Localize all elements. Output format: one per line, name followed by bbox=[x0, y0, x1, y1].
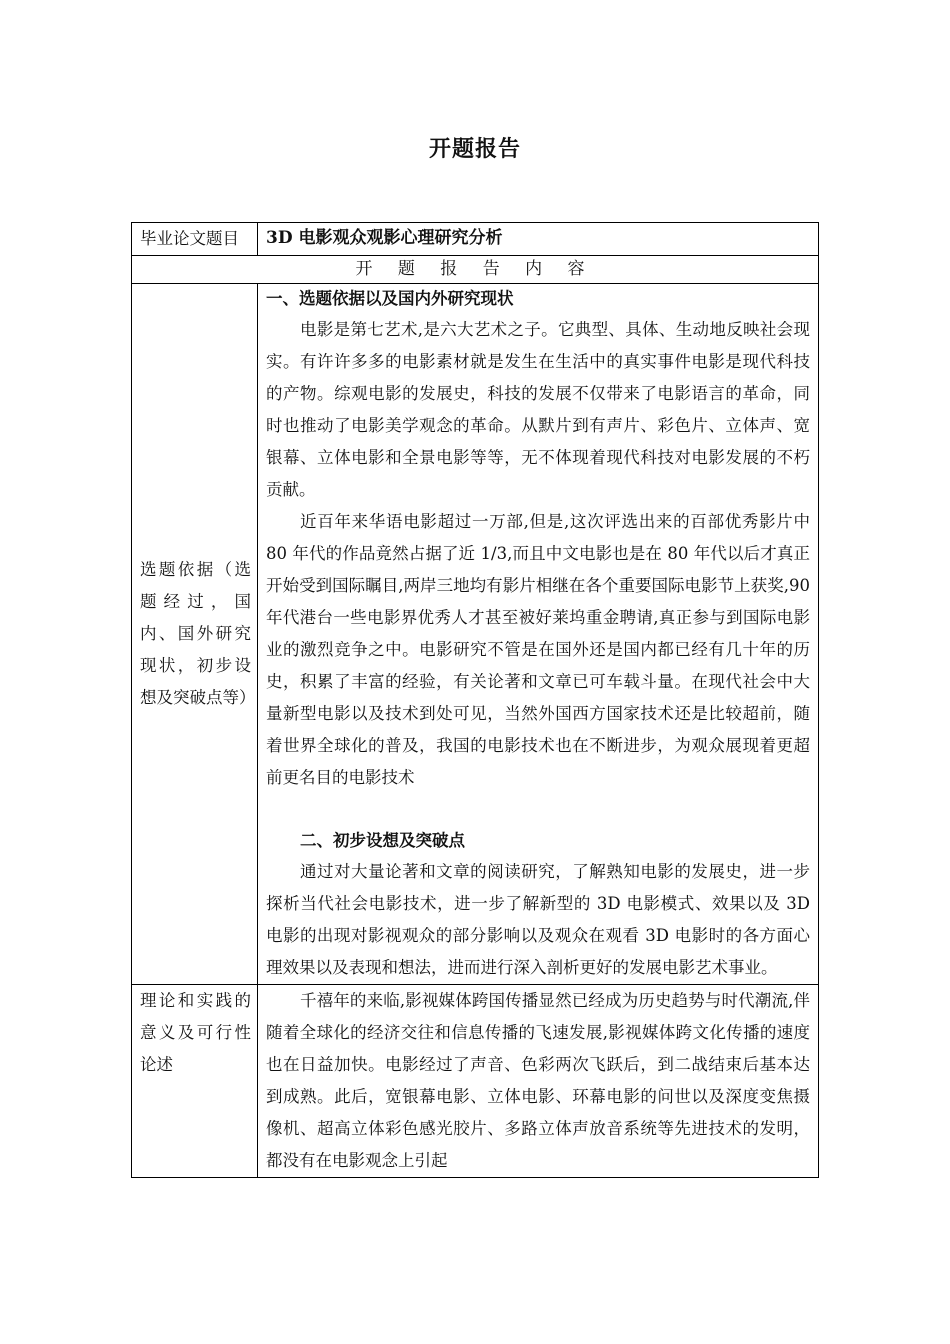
paragraph: 电影是第七艺术,是六大艺术之子。它典型、具体、生动地反映社会现实。有许许多多的电影素材就是发生在生活中的真实事件电影是现代科技的产物。综观电影的发展史，科技的发展不仅带来了电影语言的革命，同时也推动了电影美学观念的革命。从默片到有声片、彩色片、立体声、宽银幕、立体电影和全景电影等等，无不体现着现代科技对电影发展的不朽贡献。 bbox=[266, 320, 810, 499]
content-header-row bbox=[132, 256, 819, 284]
proposal-table bbox=[131, 222, 819, 1178]
section-basis-label: 选题依据（选题经过，国内、国外研究现状，初步设想及突破点等） bbox=[132, 284, 258, 985]
section-significance-row bbox=[132, 985, 819, 1178]
section-basis-row bbox=[132, 284, 819, 985]
document-title: 开题报告 bbox=[428, 137, 521, 162]
heading-preliminary-ideas: 二、初步设想及突破点 bbox=[300, 831, 465, 850]
topic-row bbox=[132, 223, 819, 256]
section-significance-label: 理论和实践的意义及可行性论述 bbox=[132, 985, 258, 1178]
heading-research-status: 一、选题依据以及国内外研究现状 bbox=[266, 289, 514, 308]
section-significance-body bbox=[258, 985, 819, 1178]
paragraph: 千禧年的来临,影视媒体跨国传播显然已经成为历史趋势与时代潮流,伴随着全球化的经济交往和信息传播的飞速发展,影视媒体跨文化传播的速度也在日益加快。电影经过了声音、色彩两次飞跃后，到二战结束后基本达到成熟。此后，宽银幕电影、立体电影、环幕电影的问世以及深度变焦摄像机、超高立体彩色感光胶片、多路立体声放音系统等先进技术的发明，都没有在电影观念上引起 bbox=[266, 991, 810, 1170]
paragraph: 通过对大量论著和文章的阅读研究，了解熟知电影的发展史，进一步探析当代社会电影技术，进一步了解新型的 3D 电影模式、效果以及 3D 电影的出现对影视观众的部分影响以及观众在观看 3D 电影时的各方面心理效果以及表现和想法，进而进行深入剖析更好的发展电影艺术事业。 bbox=[266, 862, 810, 977]
paragraph: 近百年来华语电影超过一万部,但是,这次评选出来的百部优秀影片中 80 年代的作品竟然占据了近 1/3,而且中文电影也是在 80 年代以后才真正开始受到国际瞩目,两岸三地均有影片相继在各个重要国际电影节上获奖,90 年代港台一些电影界优秀人才甚至被好莱坞重金聘请,真正参与到国际电影业的激烈竞争之中。电影研究不管是在国外还是国内都已经有几十年的历史，积累了丰富的经验，有关论著和文章已可车载斗量。在现代社会中大量新型电影以及技术到处可见，当然外国西方国家技术还是比较超前，随着世界全球化的普及，我国的电影技术也在不断进步，为观众展现着更超前更名目的电影技术 bbox=[266, 512, 810, 787]
content-header: 开 题 报 告 内 容 bbox=[132, 256, 819, 284]
topic-value: 3D 电影观众观影心理研究分析 bbox=[258, 223, 819, 256]
blank-line bbox=[266, 794, 810, 826]
section-basis-body bbox=[258, 284, 819, 985]
topic-label: 毕业论文题目 bbox=[132, 223, 258, 256]
